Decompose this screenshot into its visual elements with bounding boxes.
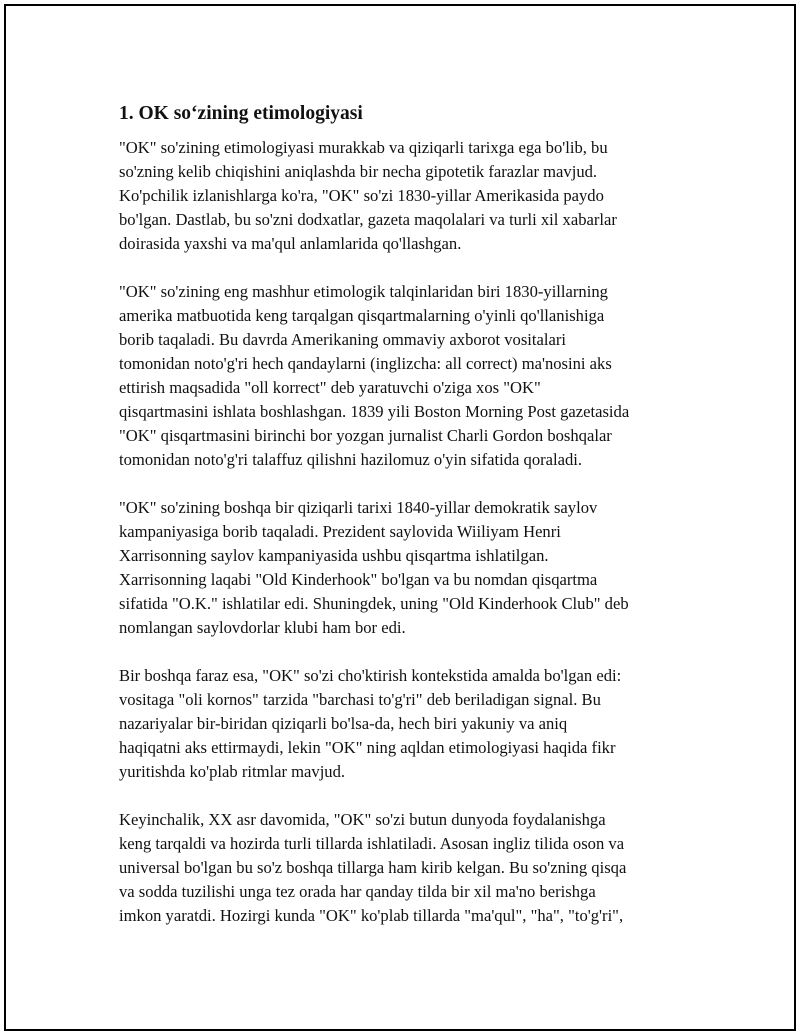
text-line: tomonidan noto'g'ri talaffuz qilishni hazilomuz o'yin sifatida qoraladi.: [119, 450, 583, 469]
text-line: amerika matbuotida keng tarqalgan qisqartmalarning o'yinli qo'llanishiga: [119, 306, 605, 325]
text-line: va sodda tuzilishi unga tez orada har qanday tilda bir xil ma'no berishga: [119, 882, 596, 901]
text-line: haqiqatni aks ettirmaydi, lekin "OK" ning aqldan etimologiyasi haqida fikr: [119, 738, 616, 757]
paragraph-4: [119, 664, 699, 784]
paragraph-2: [119, 280, 699, 472]
text-line: keng tarqaldi va hozirda turli tillarda ishlatiladi. Asosan ingliz tilida oson va: [119, 834, 625, 853]
text-line: Xarrisonning saylov kampaniyasida ushbu qisqartma ishlatilgan.: [119, 546, 549, 565]
text-line: imkon yaratdi. Hozirgi kunda "OK" ko'plab tillarda "ma'qul", "ha", "to'g'ri",: [119, 906, 624, 925]
text-line: so'zning kelib chiqishini aniqlashda bir necha gipotetik farazlar mavjud.: [119, 162, 598, 181]
text-line: "OK" qisqartmasini birinchi bor yozgan jurnalist Charli Gordon boshqalar: [119, 426, 612, 445]
text-line: nazariyalar bir-biridan qiziqarli bo'lsa-da, hech biri yakuniy va aniq: [119, 714, 568, 733]
text-line: ettirish maqsadida "oll korrect" deb yaratuvchi o'ziga xos "OK": [119, 378, 541, 397]
text-line: universal bo'lgan bu so'z boshqa tillarga ham kirib kelgan. Bu so'zning qisqa: [119, 858, 627, 877]
text-line: borib taqaladi. Bu davrda Amerikaning ommaviy axborot vositalari: [119, 330, 567, 349]
text-line: nomlangan saylovdorlar klubi ham bor edi.: [119, 618, 406, 637]
text-line: bo'lgan. Dastlab, bu so'zni dodxatlar, gazeta maqolalari va turli xil xabarlar: [119, 210, 617, 229]
text-line: yuritishda ko'plab ritmlar mavjud.: [119, 762, 346, 781]
text-line: qisqartmasini ishlata boshlashgan. 1839 yili Boston Morning Post gazetasida: [119, 402, 630, 421]
paragraph-3: [119, 496, 699, 640]
text-line: tomonidan noto'g'ri hech qandaylarni (inglizcha: all correct) ma'nosini aks: [119, 354, 612, 373]
text-line: kampaniyasiga borib taqaladi. Prezident saylovida Wiiliyam Henri: [119, 522, 561, 541]
text-line: "OK" so'zining etimologiyasi murakkab va qiziqarli tarixga ega bo'lib, bu: [119, 138, 608, 157]
text-line: Ko'pchilik izlanishlarga ko'ra, "OK" so'zi 1830-yillar Amerikasida paydo: [119, 186, 604, 205]
paragraph-1: [119, 136, 699, 256]
text-line: Keyinchalik, XX asr davomida, "OK" so'zi butun dunyoda foydalanishga: [119, 810, 606, 829]
paragraph-5: [119, 808, 699, 928]
text-line: "OK" so'zining eng mashhur etimologik talqinlaridan biri 1830-yillarning: [119, 282, 608, 301]
section-heading: 1. OK so‘zining etimologiyasi: [119, 103, 363, 124]
text-line: Bir boshqa faraz esa, "OK" so'zi cho'ktirish kontekstida amalda bo'lgan edi:: [119, 666, 622, 685]
text-line: sifatida "O.K." ishlatilar edi. Shuningdek, uning "Old Kinderhook Club" deb: [119, 594, 629, 613]
text-line: vositaga "oli kornos" tarzida "barchasi to'g'ri" deb beriladigan signal. Bu: [119, 690, 601, 709]
text-line: Xarrisonning laqabi "Old Kinderhook" bo'lgan va bu nomdan qisqartma: [119, 570, 598, 589]
page: [4, 4, 796, 1031]
document-body: [119, 102, 699, 952]
text-line: "OK" so'zining boshqa bir qiziqarli tarixi 1840-yillar demokratik saylov: [119, 498, 598, 517]
text-line: doirasida yaxshi va ma'qul anlamlarida qo'llashgan.: [119, 234, 462, 253]
